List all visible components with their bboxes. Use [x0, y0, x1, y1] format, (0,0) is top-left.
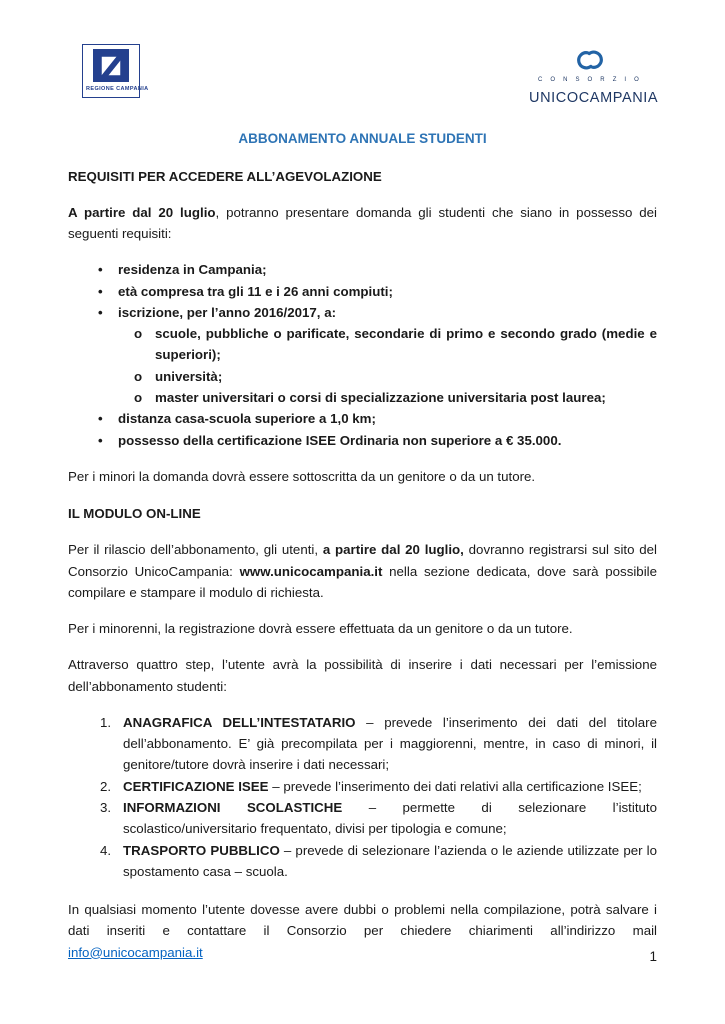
bullet-marker: •	[98, 283, 103, 299]
list-item-text: iscrizione, per l’anno 2016/2017, a:	[118, 304, 337, 320]
page-number: 1	[649, 949, 657, 965]
step-item	[68, 776, 657, 797]
document-title: ABBONAMENTO ANNUALE STUDENTI	[238, 131, 487, 146]
step-number: 2.	[100, 778, 112, 794]
list-item	[68, 323, 657, 366]
list-item-text: università;	[155, 368, 223, 384]
unicocampania-swirl-icon	[529, 46, 651, 74]
step-text: – prevede di selezionare l’azienda o le aziende utilizzate per lo spostamento casa – scuola.	[123, 842, 657, 879]
p1-website-text: www.unicocampania.it	[239, 563, 383, 579]
list-item-text: possesso della certificazione ISEE Ordinaria non superiore a € 35.000.	[118, 432, 562, 448]
step-text: – permette di selezionare l’istituto scolastico/universitario frequentato, divisi per tipologia e comune;	[123, 799, 658, 837]
list-item	[68, 430, 657, 451]
bullet-marker: •	[98, 432, 103, 448]
step-title: TRASPORTO PUBBLICO	[123, 842, 280, 858]
modulo-paragraph-2: Per i minorenni, la registrazione dovrà essere effettuata da un genitore o da un tutore.	[68, 621, 573, 637]
regione-campania-logo	[82, 44, 149, 98]
step-title: ANAGRAFICA DELL’INTESTATARIO	[123, 714, 356, 730]
list-item	[68, 408, 657, 429]
list-item-text: residenza in Campania;	[118, 262, 267, 278]
step-text: – prevede l’inserimento dei dati relativi alla certificazione ISEE;	[268, 778, 642, 794]
step-text: – prevede l’inserimento dei dati del titolare dell’abbonamento. E’ già precompilata per i maggiorenni, mentre, in caso di minori, il genitore/tutore dovrà inserire i dati necessari;	[123, 714, 657, 773]
closing-paragraph: In qualsiasi momento l’utente dovesse avere dubbi o problemi nella compilazione, potrà salvare i dati inseriti e contattare il Consorzio per chiedere chiarimenti all’indirizzo mail	[68, 902, 657, 939]
intro-bold-text: A partire dal 20 luglio	[68, 204, 216, 220]
step-number: 4.	[100, 842, 112, 858]
circle-marker: o	[134, 389, 143, 405]
step-item	[68, 712, 657, 776]
unicocampania-logo	[529, 44, 659, 110]
list-item-text: master universitari o corsi di specializzazione universitaria post laurea;	[155, 389, 606, 405]
list-item-text: scuole, pubbliche o parificate, secondarie di primo e secondo grado (medie e superiori);	[155, 326, 657, 363]
closing-link-line	[68, 942, 657, 963]
list-item	[68, 302, 657, 323]
unicocampania-label: UNICOCAMPANIA	[529, 89, 659, 106]
requirements-list	[68, 259, 657, 323]
circle-marker: o	[134, 326, 143, 342]
list-item	[68, 387, 657, 408]
step-number: 1.	[100, 714, 112, 730]
intro-paragraph	[68, 202, 657, 245]
bullet-marker: •	[98, 304, 103, 320]
circle-marker: o	[134, 368, 143, 384]
modulo-paragraph-1	[68, 539, 657, 603]
intro-rest-text: , potranno presentare domanda gli studenti che siano in possesso dei seguenti requisiti:	[68, 204, 657, 242]
p1-seg5: nella sezione dedicata, dove sarà possibile compilare e stampare il modulo di richiesta.	[68, 563, 657, 600]
list-item	[68, 366, 657, 387]
regione-campania-emblem-icon	[93, 49, 129, 82]
bullet-marker: •	[98, 411, 103, 427]
section-heading-modulo: IL MODULO ON-LINE	[68, 506, 201, 522]
step-item	[68, 840, 657, 883]
requirements-sublist	[68, 323, 657, 408]
bullet-marker: •	[98, 262, 103, 278]
p1-seg2-bold: a partire dal 20 luglio,	[322, 542, 464, 558]
section-heading-requisiti: REQUISITI PER ACCEDERE ALL’AGEVOLAZIONE	[68, 168, 382, 184]
modulo-paragraph-3: Attraverso quattro step, l’utente avrà la possibilità di inserire i dati necessari per l’emissione dell’abbonamento studenti:	[68, 657, 657, 694]
requirements-list-continued	[68, 408, 657, 451]
document-header	[0, 0, 725, 106]
step-title: CERTIFICAZIONE ISEE	[123, 778, 269, 794]
list-item-text: età compresa tra gli 11 e i 26 anni compiuti;	[118, 283, 393, 299]
email-link[interactable]: info@unicocampania.it	[68, 944, 203, 960]
list-item	[68, 259, 657, 280]
document-body	[0, 128, 725, 963]
steps-list	[68, 712, 657, 882]
regione-campania-label: REGIONE CAMPANIA	[86, 86, 149, 92]
p1-seg3: dovranno registrarsi sul sito del Consorzio UnicoCampania:	[68, 542, 658, 579]
step-item	[68, 797, 657, 840]
step-number: 3.	[100, 799, 112, 815]
p1-seg1: Per il rilascio dell’abbonamento, gli utenti,	[68, 542, 323, 558]
list-item	[68, 281, 657, 302]
minors-note: Per i minori la domanda dovrà essere sottoscritta da un genitore o da un tutore.	[68, 468, 536, 484]
step-title: INFORMAZIONI SCOLASTICHE	[123, 799, 343, 815]
consorzio-label: C O N S O R Z I O	[537, 77, 643, 83]
list-item-text: distanza casa-scuola superiore a 1,0 km;	[118, 411, 376, 427]
